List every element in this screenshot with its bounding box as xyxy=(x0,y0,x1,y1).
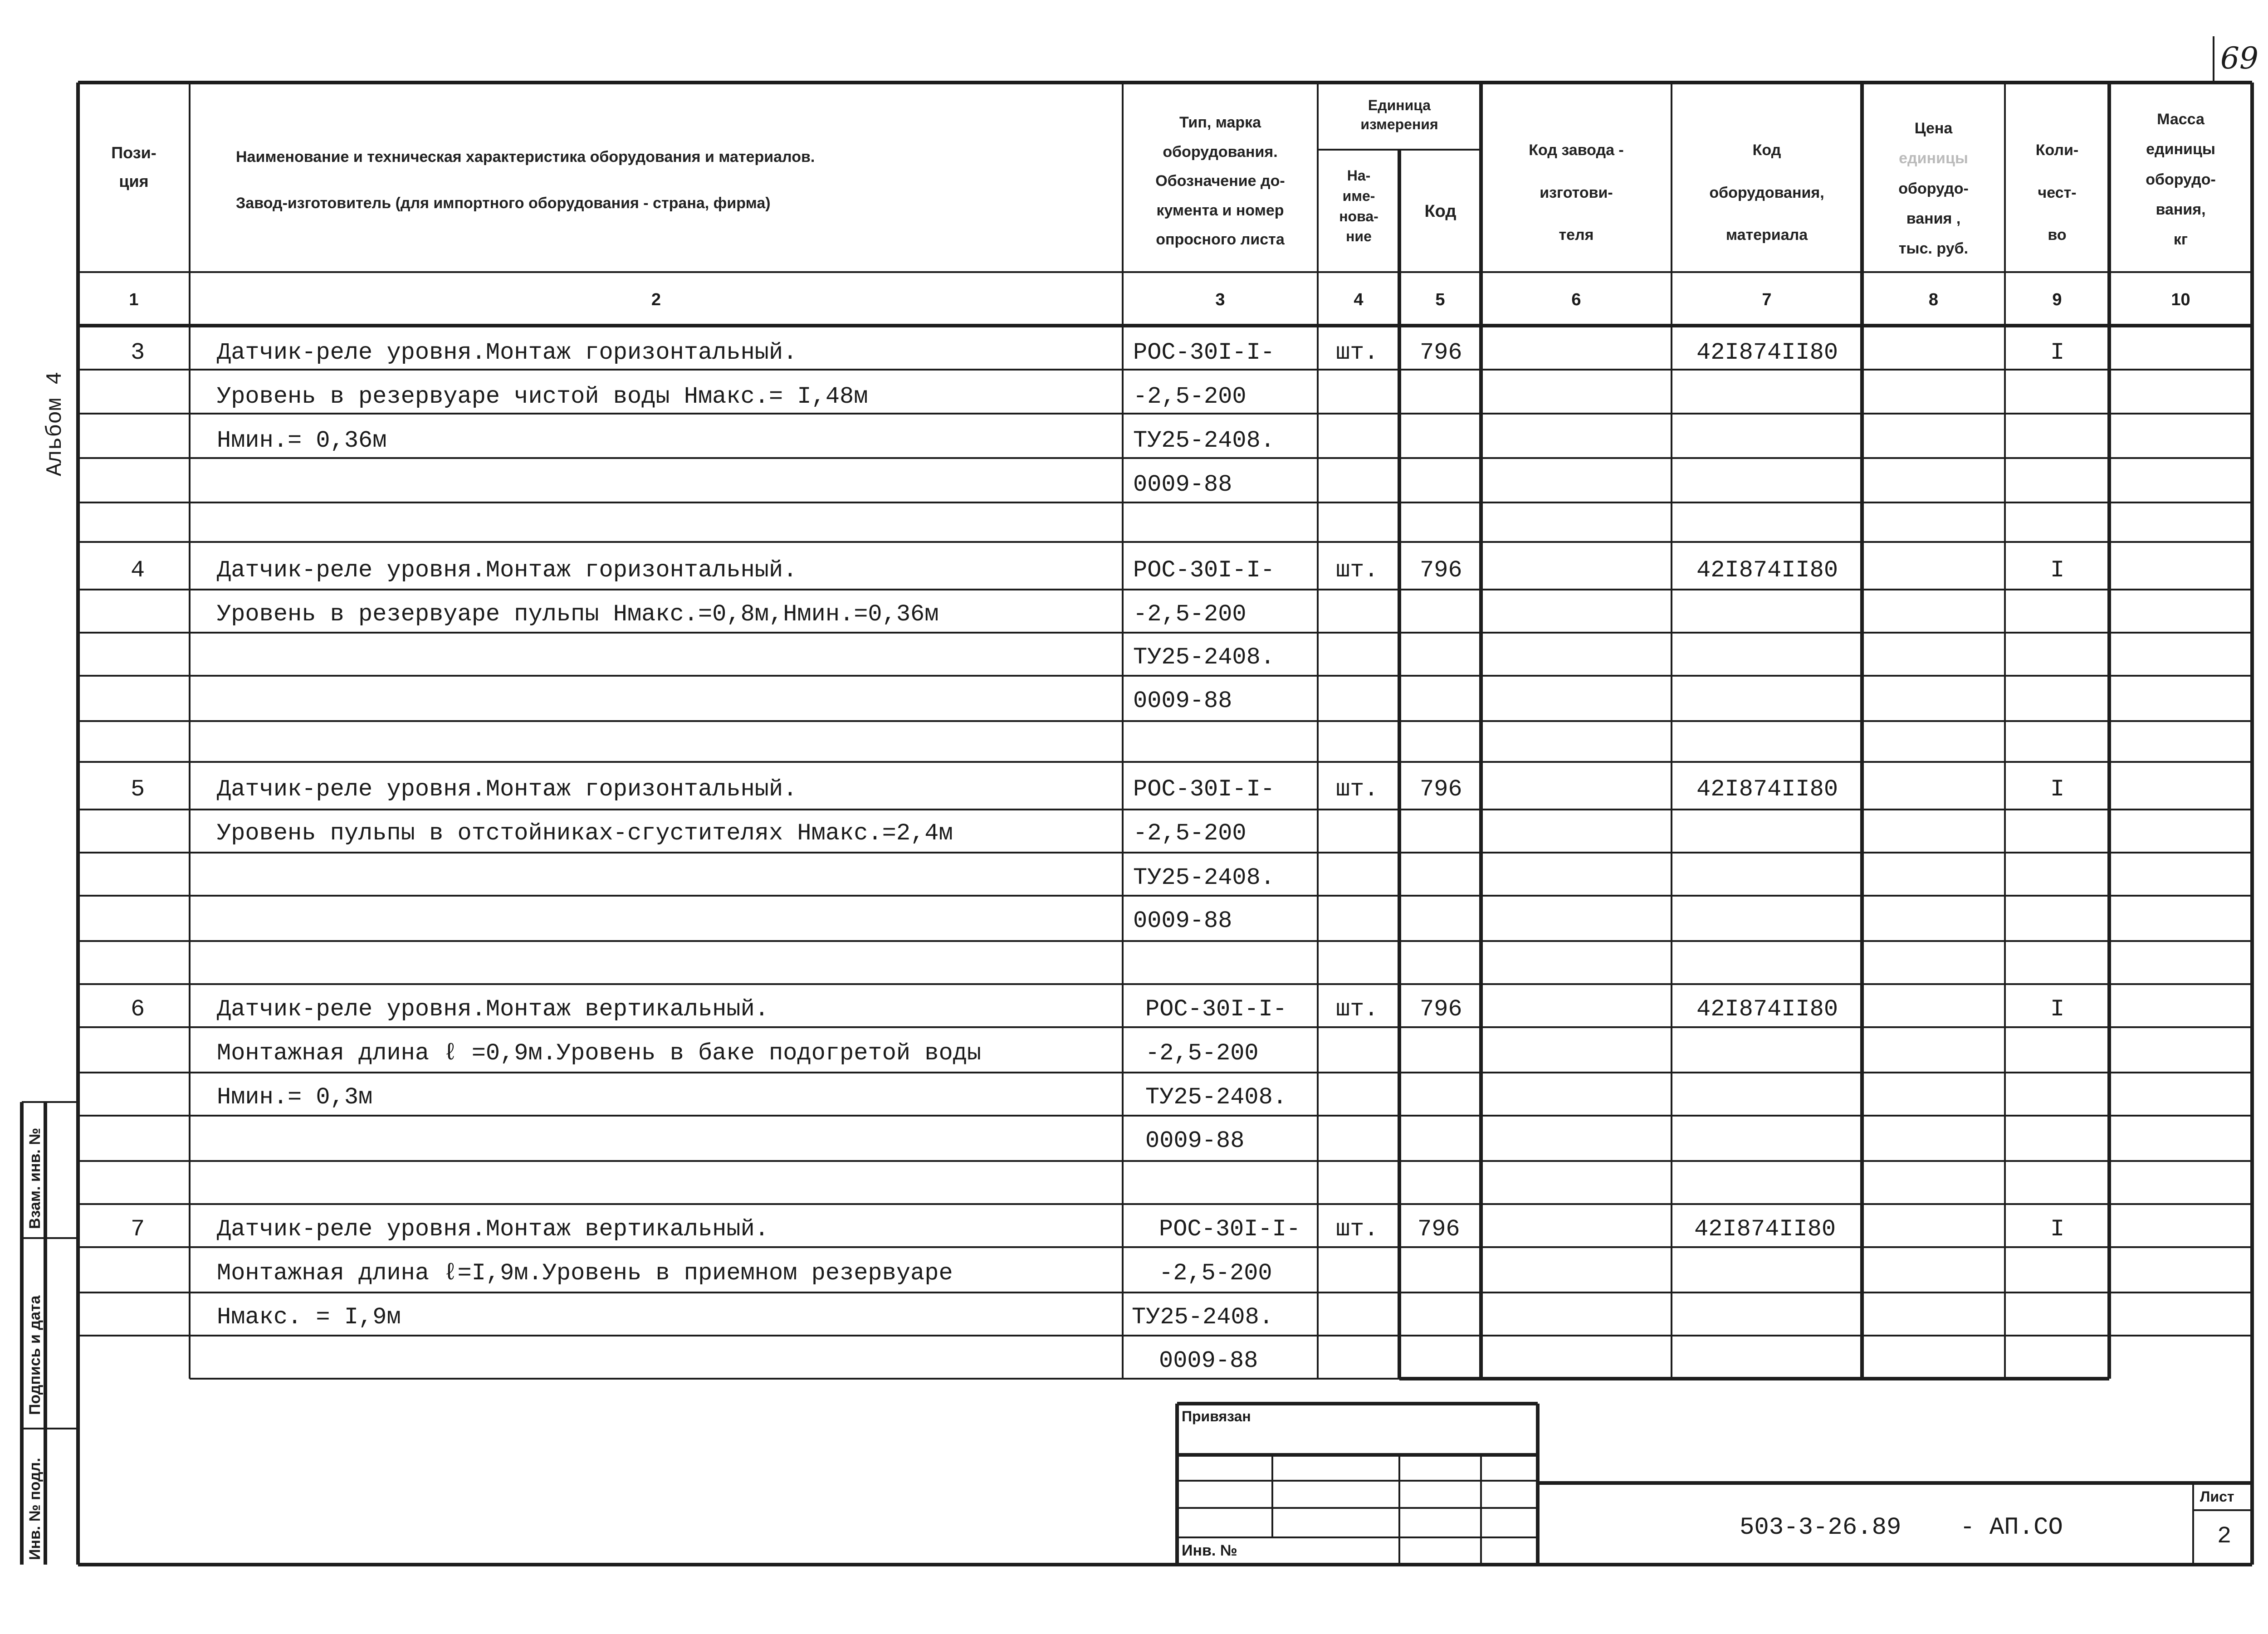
column-number: 6 xyxy=(1571,290,1581,309)
header-col-pos xyxy=(82,138,186,195)
header-text: оборудо- xyxy=(1898,180,1969,197)
type-line: РОС-30I-I- xyxy=(1133,557,1275,584)
side-vzam-inv: Взам. инв. № xyxy=(26,1127,44,1229)
type-line: -2,5-200 xyxy=(1133,383,1246,410)
header-col-mass xyxy=(2112,104,2250,254)
header-text: единицы xyxy=(2146,141,2215,158)
position-cell: 6 xyxy=(131,996,145,1023)
header-col-qty xyxy=(2007,129,2107,257)
header-col-material-code xyxy=(1674,129,1860,257)
column-number: 3 xyxy=(1215,290,1225,309)
type-line: ТУ25-2408. xyxy=(1132,1304,1274,1331)
type-line: РОС-30I-I- xyxy=(1159,1216,1301,1243)
material-code-cell: 42I874II80 xyxy=(1696,996,1838,1023)
unit-code-cell: 796 xyxy=(1420,776,1462,803)
type-line: ТУ25-2408. xyxy=(1133,644,1275,671)
header-text: ние xyxy=(1346,228,1372,245)
header-text: опросного листа xyxy=(1156,231,1285,249)
column-number: 7 xyxy=(1762,290,1772,309)
header-text: Коли- xyxy=(2035,141,2079,159)
header-text: вания, xyxy=(2156,200,2206,218)
type-line: ТУ25-2408. xyxy=(1145,1084,1287,1111)
qty-cell: I xyxy=(2050,339,2065,366)
type-line: ТУ25-2408. xyxy=(1133,864,1275,891)
side-inv-podl: Инв. № подл. xyxy=(26,1458,44,1560)
header-text: име- xyxy=(1342,187,1375,204)
header-text: Масса xyxy=(2157,111,2204,128)
description-line: Нмин.= 0,3м xyxy=(217,1084,373,1111)
type-line: -2,5-200 xyxy=(1133,601,1246,628)
header-text: оборудо- xyxy=(2146,171,2216,188)
header-text: Код xyxy=(1752,141,1781,159)
unit-code-cell: 796 xyxy=(1420,339,1462,366)
header-text: чест- xyxy=(2038,184,2077,201)
position-cell: 5 xyxy=(131,776,145,803)
type-line: 0009-88 xyxy=(1159,1347,1258,1374)
header-text: Единица xyxy=(1368,97,1431,113)
header-text: оборудования, xyxy=(1709,184,1824,201)
qty-cell: I xyxy=(2050,1216,2065,1243)
header-text: ция xyxy=(119,172,149,190)
description-line: Нмин.= 0,36м xyxy=(217,427,387,454)
unit-cell: шт. xyxy=(1336,996,1378,1023)
header-text: измерения xyxy=(1360,116,1438,132)
type-line: 0009-88 xyxy=(1133,688,1232,714)
header-text: На- xyxy=(1347,167,1371,184)
unit-cell: шт. xyxy=(1336,776,1378,803)
column-number: 10 xyxy=(2171,290,2190,309)
header-col-unit-code: Код xyxy=(1424,202,1457,221)
header-text: Цена xyxy=(1914,120,1953,137)
column-number: 5 xyxy=(1435,290,1445,309)
description-line: Датчик-реле уровня.Монтаж горизонтальный. xyxy=(217,339,797,366)
header-text: нова- xyxy=(1339,208,1378,224)
position-cell: 3 xyxy=(131,339,145,366)
header-text: Код завода - xyxy=(1529,141,1624,159)
unit-cell: шт. xyxy=(1336,1216,1378,1243)
header-text: Пози- xyxy=(111,143,156,162)
type-line: -2,5-200 xyxy=(1159,1260,1272,1287)
stamp-sheet-number: 2 xyxy=(2217,1523,2232,1550)
description-line: Датчик-реле уровня.Монтаж горизонтальный. xyxy=(217,776,797,803)
unit-code-cell: 796 xyxy=(1420,557,1462,584)
header-text: кумента и номер xyxy=(1156,201,1284,219)
header-col-factory-code xyxy=(1483,129,1669,257)
type-line: ТУ25-2408. xyxy=(1133,427,1275,454)
unit-code-cell: 796 xyxy=(1420,996,1462,1023)
material-code-cell: 42I874II80 xyxy=(1694,1216,1836,1243)
header-col-unit-name xyxy=(1319,166,1398,247)
header-text: вания , xyxy=(1906,210,1961,227)
qty-cell: I xyxy=(2050,996,2065,1023)
header-text: тыс. руб. xyxy=(1898,240,1969,258)
stamp-inv-no: Инв. № xyxy=(1182,1542,1237,1559)
qty-cell: I xyxy=(2050,776,2065,803)
stamp-sheet-label: Лист xyxy=(2200,1488,2234,1505)
description-line: Нмакс. = I,9м xyxy=(217,1304,401,1331)
header-text: Тип, марка xyxy=(1179,114,1261,131)
header-text: материала xyxy=(1725,226,1808,244)
unit-cell: шт. xyxy=(1336,339,1378,366)
material-code-cell: 42I874II80 xyxy=(1696,557,1838,584)
type-line: 0009-88 xyxy=(1145,1127,1245,1154)
description-line: Датчик-реле уровня.Монтаж вертикальный. xyxy=(217,1216,769,1243)
header-text: кг xyxy=(2173,231,2188,249)
header-unit-group xyxy=(1320,96,1479,134)
type-line: -2,5-200 xyxy=(1133,820,1246,847)
unit-code-cell: 796 xyxy=(1418,1216,1460,1243)
description-line: Датчик-реле уровня.Монтаж вертикальный. xyxy=(217,996,769,1023)
description-line: Уровень в резервуаре чистой воды Нмакс.= I,48м xyxy=(217,383,868,410)
column-number: 2 xyxy=(651,290,661,309)
page-corner-number: 69 xyxy=(2220,41,2258,76)
type-line: 0009-88 xyxy=(1133,471,1232,498)
qty-cell: I xyxy=(2050,557,2065,584)
description-line: Уровень в резервуаре пульпы Нмакс.=0,8м,Нмин.=0,36м xyxy=(217,601,939,628)
header-text: изготови- xyxy=(1540,184,1613,201)
side-podpis-data: Подпись и дата xyxy=(26,1295,44,1415)
description-line: Монтажная длина ℓ=I,9м.Уровень в приемном резервуаре xyxy=(217,1260,953,1287)
material-code-cell: 42I874II80 xyxy=(1696,339,1838,366)
header-text: теля xyxy=(1559,226,1594,244)
header-text: Завод-изготовитель (для импортного оборудования - страна, фирма) xyxy=(236,195,771,212)
type-line: РОС-30I-I- xyxy=(1145,996,1287,1023)
type-line: 0009-88 xyxy=(1133,907,1232,934)
header-col-price xyxy=(1864,113,2003,263)
description-line: Датчик-реле уровня.Монтаж горизонтальный. xyxy=(217,557,797,584)
type-line: РОС-30I-I- xyxy=(1133,339,1275,366)
header-text: Обозначение до- xyxy=(1155,172,1285,190)
description-line: Монтажная длина ℓ =0,9м.Уровень в баке подогретой воды xyxy=(217,1040,982,1067)
description-line: Уровень пульпы в отстойниках-сгустителях Нмакс.=2,4м xyxy=(217,820,953,847)
header-col-name xyxy=(195,134,1159,226)
stamp-privyazan: Привязан xyxy=(1182,1408,1251,1424)
unit-cell: шт. xyxy=(1336,557,1378,584)
stamp-doc-code: 503-3-26.89 - АП.СО xyxy=(1740,1514,2063,1541)
column-number: 9 xyxy=(2052,290,2062,309)
header-text: единицы xyxy=(1899,150,1968,167)
header-text: во xyxy=(2048,226,2067,244)
header-col-type xyxy=(1127,108,1313,254)
position-cell: 4 xyxy=(131,557,145,584)
header-text: Наименование и техническая характеристика оборудования и материалов. xyxy=(236,148,815,166)
position-cell: 7 xyxy=(131,1216,145,1243)
material-code-cell: 42I874II80 xyxy=(1696,776,1838,803)
type-line: -2,5-200 xyxy=(1145,1040,1259,1067)
column-number: 1 xyxy=(129,290,139,309)
column-number: 4 xyxy=(1354,290,1364,309)
header-text: оборудования. xyxy=(1163,143,1278,161)
type-line: РОС-30I-I- xyxy=(1133,776,1275,803)
column-number: 8 xyxy=(1928,290,1939,309)
album-label: Альбом 4 xyxy=(43,371,68,476)
